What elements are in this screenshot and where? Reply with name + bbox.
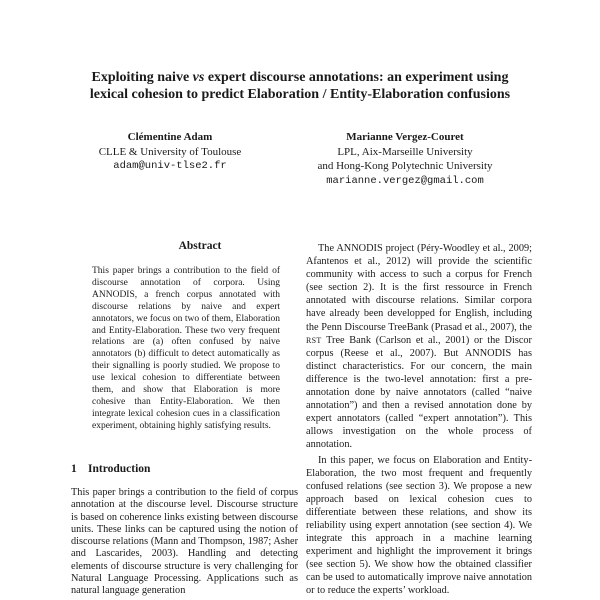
introduction-text: This paper brings a contribution to the field of corpus annotation at the discourse level. Discourse structure is based on coherence links existing between discourse units. These links can be captured using the notion of discourse relations (Mann and Thompson, 1987; Asher and Lascarides, 2003). Handling and detecting elements of discourse structure is very challenging for Natural Language Processing. Applications such as natural language generation bbox=[71, 487, 298, 597]
paragraph: The ANNODIS project (Péry-Woodley et al., 2009; Afantenos et al., 2012) will provide the scientific community with access to such a corpus for French (see section 2). It is the first ressource in French annotated with discourse relations. Similar corpora have already been developped for English, including the Penn Discourse TreeBank (Prasad et al., 2007), the RST Tree Bank (Carlson et al., 2001) or the Discor corpus (Reese et al., 2007). But ANNODIS has distinct characteristics. For our concern, the main difference is the two-level annotation: first a pre-annotation done by naive annotators (called “naive annotation”) and then a revised annotation done by expert annotators (called “expert annotation”). This allows investigation on the whole process of annotation. bbox=[306, 243, 532, 451]
section-title: Introduction bbox=[88, 463, 151, 475]
author-name: Clémentine Adam bbox=[127, 131, 213, 143]
abstract-heading: Abstract bbox=[178, 240, 222, 252]
author-affiliation: LPL, Aix-Marseille University bbox=[337, 145, 473, 158]
section-number: 1 bbox=[71, 463, 77, 475]
paragraph: In this paper, we focus on Elaboration and Entity-Elaboration, the two most frequent and frequently confused relations (see section 3). We propose a new approach based on lexical cohesion cues to differentiate between these relations, and show its reliability using expert annotation (see section 4). We integrate this approach in a machine learning experiment and highlight the improvement it brings (see section 5). We show how the obtained classifier can be used to automatically improve naive annotation or to reduce the experts’ workload. bbox=[306, 454, 532, 597]
author-affiliation: CLLE & University of Toulouse bbox=[98, 145, 242, 158]
paper-title-line-1: Exploiting naive vs expert discourse annotations: an experiment using bbox=[91, 70, 509, 85]
author-email: marianne.vergez@gmail.com bbox=[326, 174, 484, 187]
right-column-text bbox=[306, 242, 532, 598]
author-affiliation: and Hong-Kong Polytechnic University bbox=[317, 160, 493, 172]
abstract-text: This paper brings a contribution to the field of discourse annotation of corpora. Using ANNODIS, a french corpus annotated with discourse relations by naive and expert annotators, we focus on two of them, Elaboration and Entity-Elaboration. These two very frequent relations are (a) often confused by naive annotators (b) difficult to detect automatically as their signalling is poorly studied. We propose to use lexical cohesion to differentiate between them, and show that Elaboration is more cohesive than Entity-Elaboration. We then integrate lexical cohesion cues in a classification experiment, obtaining highly satisfying results. bbox=[92, 266, 280, 431]
paper-title-line-2: lexical cohesion to predict Elaboration / Entity-Elaboration confusions bbox=[89, 87, 511, 102]
author-block-2 bbox=[290, 130, 520, 188]
section-heading-introduction bbox=[71, 463, 150, 475]
author-email: adam@univ-tlse2.fr bbox=[113, 160, 227, 172]
author-block-1 bbox=[70, 130, 270, 174]
author-name: Marianne Vergez-Couret bbox=[346, 131, 464, 143]
